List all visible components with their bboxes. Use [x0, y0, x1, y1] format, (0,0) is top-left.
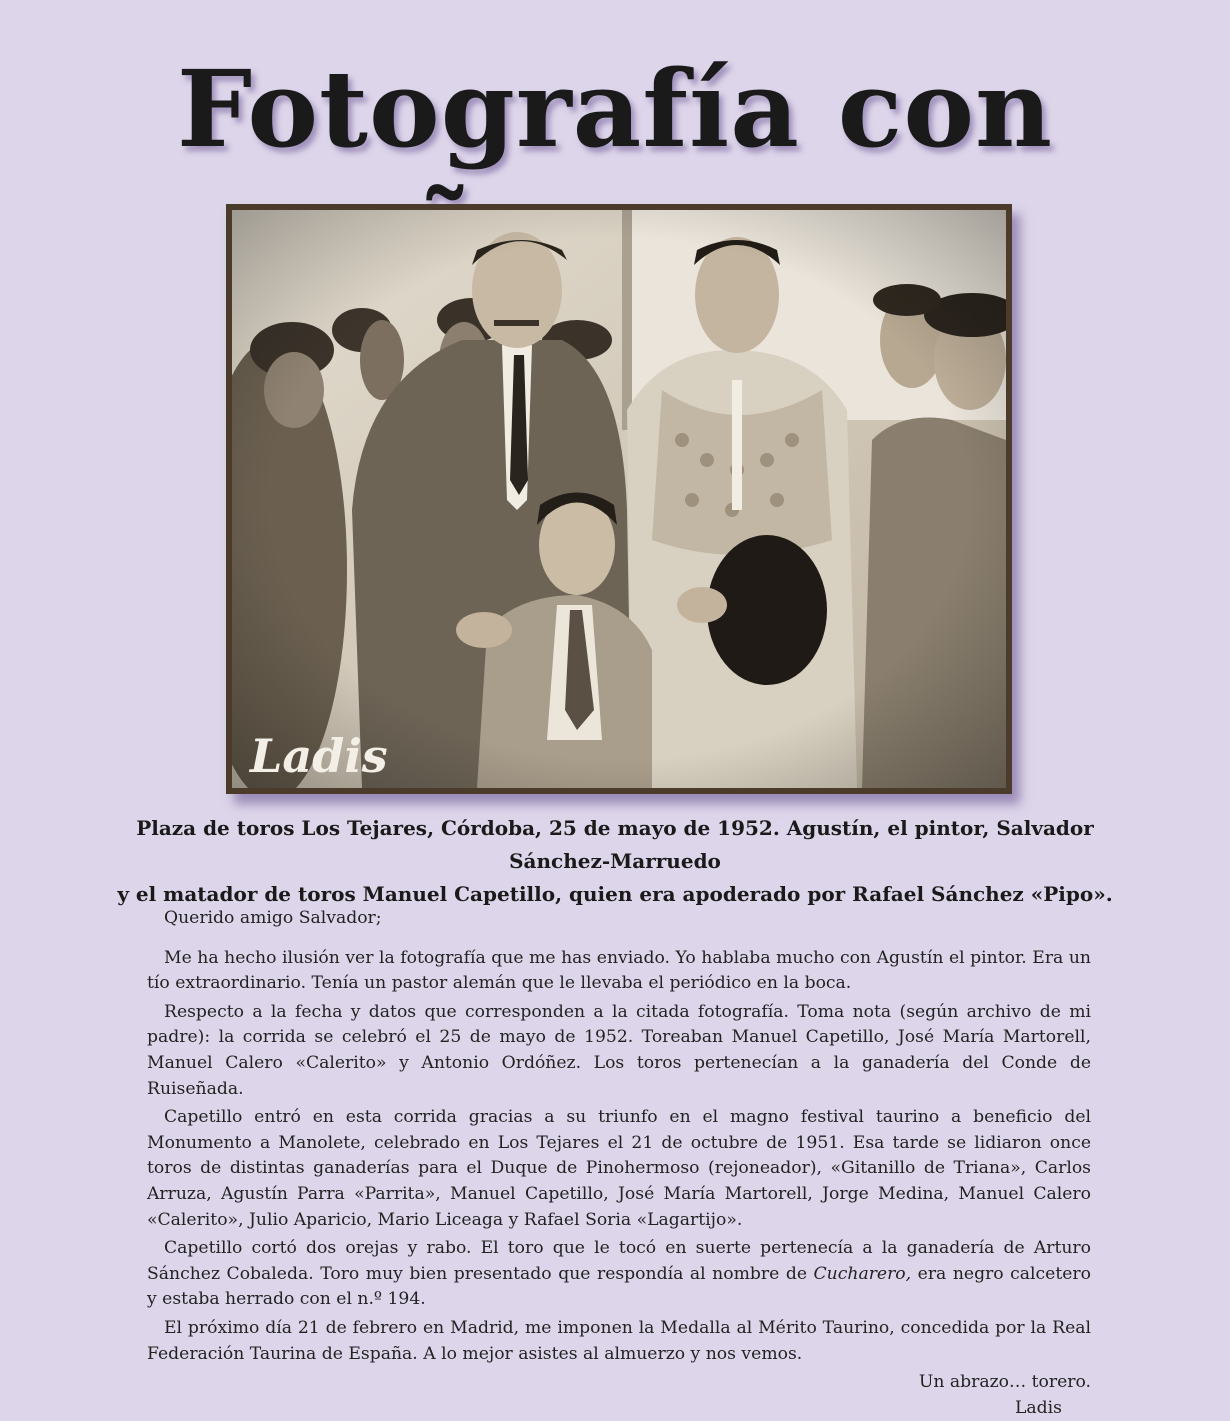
- letter-paragraph: Capetillo entró en esta corrida gracias a su triunfo en el magno festival taurino a beneficio del Monumento a Manolete, celebrado en Los Tejares el 21 de octubre de 1951. Esa tarde se lidiaron once toros de distintas ganaderías para el Duque de Pinohermoso (rejoneador), «Gitanillo de Triana», Carlos Arruza, Agustín Parra «Parrita», Manuel Capetillo, José María Martorell, Jorge Medina, Manuel Calero «Calerito», Julio Aparicio, Mario Liceaga y Rafael Soria «Lagartijo».: [147, 1107, 1091, 1230]
- photo-watermark: Ladis: [250, 729, 388, 783]
- letter-paragraph: Me ha hecho ilusión ver la fotografía que me has enviado. Yo hablaba mucho con Agustín el pintor. Era un tío extraordinario. Tenía un pastor alemán que le llevaba el periódico en la boca.: [147, 947, 1091, 994]
- paragraph-text: era negro calcetero y estaba herrado con el n.º 194.: [147, 1263, 1091, 1310]
- letter-body: [147, 906, 1091, 1421]
- letter-closing: Un abrazo… torero.: [918, 1372, 1091, 1393]
- photo-caption: [100, 812, 1130, 911]
- letter-paragraph: Respecto a la fecha y datos que corresponden a la citada fotografía. Toma nota (según archivo de mi padre): la corrida se celebró el 25 de mayo de 1952. Toreaban Manuel Capetillo, José María Martorell, Manuel Calero «Calerito» y Antonio Ordóñez. Los toros pertenecían a la ganadería del Conde de Ruiseñada.: [147, 1001, 1091, 1099]
- paragraph-text: Capetillo cortó dos orejas y rabo. El toro que le tocó en suerte pertenecía a la ganadería de Arturo Sánchez Cobaleda. Toro muy bien presentado que respondía al nombre de: [147, 1238, 1091, 1284]
- letter-signature: Ladis: [1015, 1397, 1062, 1418]
- caption-line-1: Plaza de toros Los Tejares, Córdoba, 25 de mayo de 1952. Agustín, el pintor, Salvador Sánchez-Marruedo: [136, 816, 1094, 873]
- caption-line-2: y el matador de toros Manuel Capetillo, quien era apoderado por Rafael Sánchez «Pipo».: [117, 882, 1113, 906]
- page-title: Fotografía con: [176, 46, 1054, 171]
- letter-paragraph: [147, 1236, 1091, 1313]
- historic-photo: [226, 204, 1012, 794]
- photo-illustration: [232, 210, 1006, 788]
- letter-paragraph: El próximo día 21 de febrero en Madrid, me imponen la Medalla al Mérito Taurino, concedida por la Real Federación Taurina de España. A lo mejor asistes al almuerzo y nos vemos.: [147, 1317, 1091, 1364]
- letter-greeting: Querido amigo Salvador;: [164, 908, 382, 928]
- bull-name: Cucharero,: [813, 1263, 912, 1284]
